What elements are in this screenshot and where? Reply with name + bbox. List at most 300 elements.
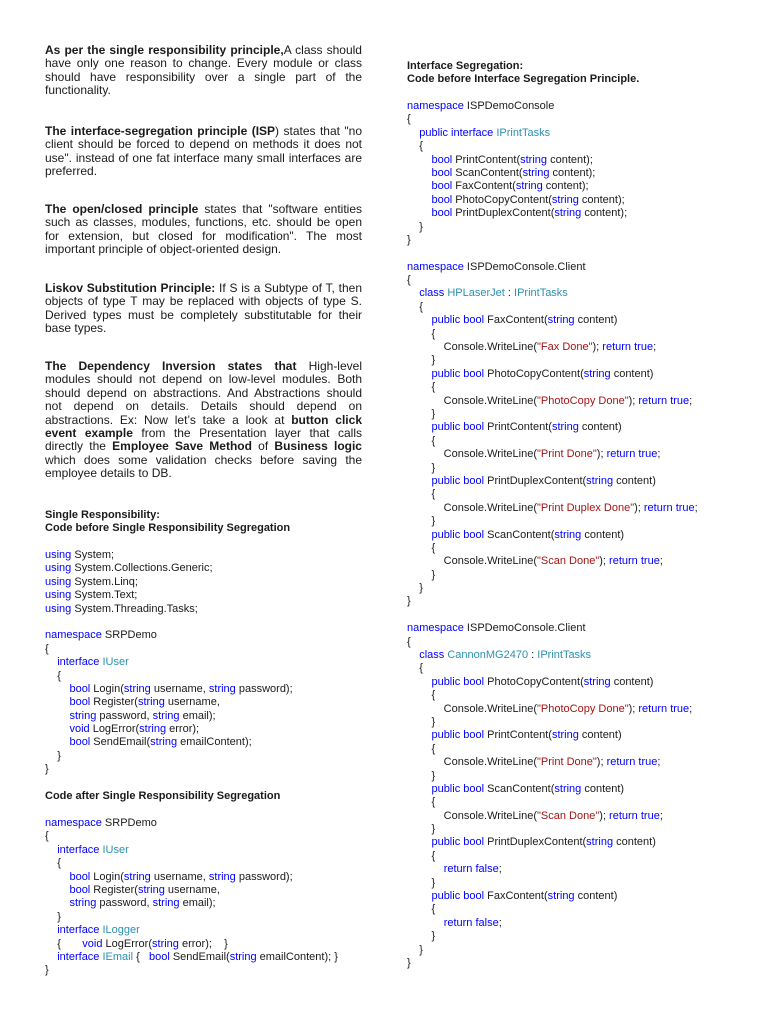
code-text: emailContent); [177, 736, 252, 749]
code-keyword: bool [463, 528, 485, 541]
code-keyword: string [123, 682, 151, 695]
code-keyword: public [431, 782, 461, 795]
code-keyword: false [475, 863, 499, 876]
code-text [407, 194, 431, 206]
code-line [45, 736, 293, 749]
code-line [407, 274, 698, 287]
code-text: username, [164, 696, 220, 709]
code-text [407, 368, 431, 380]
code-text: } [45, 964, 49, 977]
code-text: email); [179, 897, 216, 910]
code-line [407, 944, 698, 957]
code-text [45, 844, 57, 856]
code-line [407, 287, 698, 300]
code-keyword: interface [451, 126, 494, 139]
code-text: SendEmail( [90, 736, 151, 749]
code-line [407, 154, 698, 167]
code-keyword: string [208, 682, 236, 695]
code-text: { [407, 434, 436, 447]
code-keyword: bool [463, 367, 485, 380]
code-text: } [45, 749, 61, 762]
code-text: } [407, 233, 411, 246]
code-line [407, 877, 698, 890]
code-keyword: using [45, 562, 72, 575]
code-text: PrintContent( [484, 729, 552, 742]
code-line [407, 743, 698, 756]
code-keyword: public [431, 729, 461, 742]
code-text: Register( [90, 883, 138, 896]
code-keyword: bool [463, 675, 485, 688]
code-text [45, 871, 69, 883]
code-keyword: false [475, 916, 499, 929]
code-text: ISPDemoConsole.Client [463, 622, 586, 635]
code-text: content) [613, 836, 656, 849]
code-text: content) [581, 528, 625, 541]
code-line [45, 844, 338, 857]
code-text: Console.WriteLine( [407, 501, 538, 514]
code-text: { [407, 541, 436, 554]
code-line [45, 576, 293, 589]
code-line [407, 167, 698, 180]
code-line [407, 930, 698, 943]
code-string: "PhotoCopy Done" [537, 394, 629, 407]
bold-text-run: The interface-segregation principle (ISP [45, 124, 276, 138]
text-run: A class should have only one reason to change. Every module or class should have responsibility over a single part of the functionality. [45, 43, 362, 98]
code-keyword: bool [69, 883, 91, 896]
code-line [45, 670, 293, 683]
code-type: ILogger [102, 924, 140, 937]
code-keyword: string [137, 696, 165, 709]
code-text: FaxContent( [452, 180, 516, 193]
code-line [45, 951, 338, 964]
code-text: PrintDuplexContent( [452, 207, 555, 220]
code-text: : [528, 649, 538, 662]
code-text [407, 207, 431, 219]
code-keyword: using [45, 575, 72, 588]
code-text: LogError( [102, 937, 153, 950]
code-string: "Scan Done" [537, 809, 600, 822]
code-keyword: bool [69, 682, 91, 695]
code-text: { [407, 300, 423, 313]
code-type: IPrintTasks [537, 649, 592, 662]
code-text [407, 287, 419, 299]
code-line [407, 703, 698, 716]
code-text: Console.WriteLine( [407, 394, 538, 407]
code-text: Console.WriteLine( [407, 809, 538, 822]
code-keyword: bool [463, 890, 485, 903]
bold-text-run: button click event example [45, 412, 362, 441]
code-keyword: bool [431, 180, 453, 193]
code-line [407, 770, 698, 783]
code-text: { [407, 381, 436, 394]
isp-heading: Interface Segregation: [407, 60, 524, 72]
code-line [407, 395, 698, 408]
code-text: { [45, 642, 49, 655]
code-keyword: return [443, 916, 473, 929]
code-text: { [407, 662, 423, 675]
code-keyword: string [152, 937, 179, 950]
code-text: PrintContent( [484, 421, 552, 434]
code-keyword: public [431, 836, 461, 849]
code-line [407, 823, 698, 836]
code-keyword: true [640, 809, 660, 822]
code-keyword: using [45, 549, 72, 561]
code-text [407, 917, 444, 929]
code-keyword: return [606, 756, 636, 769]
code-text: content) [610, 367, 654, 380]
code-line [45, 897, 338, 910]
code-line [45, 750, 293, 763]
code-line [407, 756, 698, 769]
code-text: email); [179, 709, 216, 722]
code-text: ); [628, 702, 639, 715]
code-text: ; [498, 916, 502, 929]
code-line [407, 234, 698, 247]
code-isp [407, 100, 698, 970]
code-keyword: string [586, 474, 614, 487]
code-line [45, 549, 293, 562]
code-keyword: using [45, 602, 72, 615]
code-text: username, [164, 883, 220, 896]
code-text: { [407, 274, 411, 287]
code-line [407, 515, 698, 528]
code-text: System.Text; [71, 589, 138, 602]
code-text: content); [581, 207, 628, 220]
text-run: which does some validation checks before saving the employee details to DB. [45, 452, 362, 481]
code-keyword: string [139, 723, 167, 736]
code-line [407, 542, 698, 555]
code-text: { [45, 669, 61, 682]
bold-text-run: As per the single responsibility principle, [45, 43, 284, 57]
code-string: "Print Done" [537, 756, 597, 769]
code-line [45, 938, 338, 951]
code-type: HPLaserJet [447, 287, 505, 300]
code-keyword: using [45, 589, 72, 602]
code-text: Register( [90, 696, 138, 709]
bold-text-run: Business logic [274, 439, 362, 454]
code-keyword: namespace [407, 100, 464, 112]
code-keyword: string [152, 897, 180, 910]
code-text: } [45, 763, 49, 776]
code-type: IUser [102, 843, 129, 856]
code-keyword: return [609, 555, 638, 568]
code-line [45, 589, 293, 602]
code-text [407, 314, 431, 326]
code-keyword: string [551, 421, 579, 434]
code-line [407, 381, 698, 394]
code-text: ); [599, 555, 610, 568]
code-keyword: bool [463, 474, 485, 487]
code-line [45, 603, 293, 616]
code-text: { [407, 903, 436, 916]
code-text: { [407, 742, 436, 755]
code-line [407, 301, 698, 314]
ocp-paragraph [45, 203, 362, 257]
code-line [407, 890, 698, 903]
srp-subheading: Code before Single Responsibility Segregation [45, 522, 291, 534]
code-text [45, 683, 69, 695]
code-text: ; [689, 702, 693, 715]
code-keyword: string [547, 314, 575, 327]
lsp-paragraph [45, 282, 362, 336]
code-text: content); [547, 153, 593, 166]
code-keyword: bool [148, 950, 170, 963]
code-text: Console.WriteLine( [407, 448, 538, 461]
code-text: username, [150, 870, 209, 883]
code-text: { [407, 796, 436, 809]
code-line [407, 595, 698, 608]
code-text [407, 890, 431, 902]
code-text: { [45, 830, 49, 843]
code-keyword: namespace [45, 629, 102, 642]
code-text: PrintDuplexContent( [484, 474, 587, 487]
code-text [407, 863, 444, 875]
code-keyword: string [515, 180, 543, 193]
bold-text-run: Employee Save Method [112, 439, 252, 454]
code-text: } [407, 461, 436, 474]
code-text: password); [235, 682, 293, 695]
code-line [407, 127, 698, 140]
code-text: System.Linq; [71, 575, 138, 588]
code-text: password, [96, 709, 153, 722]
code-line [407, 341, 698, 354]
code-text: ); [599, 809, 610, 822]
code-keyword: return [643, 501, 673, 514]
bold-text-run: Liskov Substitution Principle: [45, 281, 216, 295]
code-line [407, 836, 698, 849]
code-keyword: true [638, 756, 658, 769]
code-text: password, [96, 897, 153, 910]
code-text: ; [657, 448, 661, 461]
code-keyword: string [69, 897, 97, 910]
isp-subheading: Code before Interface Segregation Principle. [407, 73, 640, 85]
code-text [45, 656, 57, 668]
code-text: error); [166, 723, 200, 736]
code-keyword: public [431, 421, 461, 434]
code-keyword: true [675, 501, 695, 514]
code-type: IUser [102, 656, 129, 669]
code-line [407, 247, 698, 260]
code-keyword: bool [463, 314, 485, 327]
code-text: PhotoCopyContent( [452, 193, 552, 206]
code-keyword: string [520, 153, 548, 166]
code-line [45, 710, 293, 723]
code-line [407, 729, 698, 742]
code-keyword: string [583, 367, 611, 380]
code-keyword: public [431, 528, 461, 541]
code-keyword: bool [463, 421, 485, 434]
code-text: ; [653, 341, 657, 354]
code-line [407, 903, 698, 916]
code-text: Console.WriteLine( [407, 702, 538, 715]
code-keyword: void [82, 937, 103, 950]
code-text: System.Threading.Tasks; [71, 602, 198, 615]
code-keyword: bool [463, 836, 485, 849]
code-text: { [407, 113, 411, 126]
code-keyword: string [208, 870, 236, 883]
code-line [45, 616, 293, 629]
code-line [407, 676, 698, 689]
code-keyword: public [431, 367, 461, 380]
code-keyword: true [640, 555, 660, 568]
code-keyword: return [638, 702, 668, 715]
code-keyword: bool [431, 153, 453, 166]
code-line [407, 609, 698, 622]
code-text [407, 167, 431, 179]
code-text: username, [150, 682, 209, 695]
code-text [45, 951, 57, 963]
code-text: } [407, 354, 436, 367]
code-text: { [407, 488, 436, 501]
code-text [45, 884, 69, 896]
code-keyword: public [431, 890, 461, 903]
code-keyword: namespace [407, 622, 464, 635]
text-run: ) states that "no client should be forced to depend on methods it does not use". instead of one fat interface many small interfaces are preferred. [45, 124, 363, 179]
code-text: SRPDemo [101, 629, 157, 642]
code-text: } [407, 715, 436, 728]
code-text: ScanContent( [484, 528, 555, 541]
code-text: ; [498, 863, 502, 876]
code-line [407, 716, 698, 729]
code-line [407, 221, 698, 234]
code-text [407, 180, 431, 192]
code-text: : [504, 287, 515, 300]
code-keyword: true [634, 341, 654, 354]
code-keyword: true [670, 702, 690, 715]
code-text: ); [628, 394, 639, 407]
code-line [45, 830, 338, 843]
code-text [45, 897, 69, 909]
code-line [407, 863, 698, 876]
code-text: content) [578, 729, 622, 742]
code-line [45, 643, 293, 656]
srp-paragraph [45, 44, 362, 98]
code-line [45, 857, 338, 870]
code-line [407, 368, 698, 381]
code-keyword: public [431, 675, 461, 688]
code-line [407, 488, 698, 501]
code-text: ); [596, 756, 607, 769]
code-line [45, 696, 293, 709]
code-text: } [407, 930, 436, 943]
code-line [45, 656, 293, 669]
code-line [407, 475, 698, 488]
code-text [407, 127, 419, 139]
code-keyword: string [137, 883, 165, 896]
code-keyword: bool [463, 782, 485, 795]
code-text: ISPDemoConsole [463, 100, 555, 112]
code-line [407, 502, 698, 515]
code-keyword: class [419, 287, 445, 300]
code-line [407, 261, 698, 274]
code-line [407, 448, 698, 461]
code-line [45, 629, 293, 642]
code-text [407, 649, 419, 661]
code-line [407, 796, 698, 809]
code-text: ); [634, 501, 644, 514]
dip-paragraph [45, 360, 362, 481]
code-text: { [407, 140, 423, 153]
code-type: CannonMG2470 [447, 649, 529, 662]
code-text: } [407, 876, 436, 889]
code-text: { [407, 635, 411, 648]
code-keyword: string [123, 870, 151, 883]
code-text: ); [592, 341, 603, 354]
code-keyword: return [602, 341, 632, 354]
code-text [45, 736, 69, 748]
code-keyword: bool [69, 870, 91, 883]
code-string: "Scan Done" [537, 555, 600, 568]
code-string: "Print Duplex Done" [537, 501, 635, 514]
code-string: "Print Done" [537, 448, 597, 461]
code-text: content) [574, 314, 618, 327]
code-text [407, 475, 431, 487]
bold-text-run: The Dependency Inversion states that [45, 359, 297, 373]
code-text: } [407, 595, 411, 608]
text-run: from the Presentation layer that calls directly the [45, 426, 363, 454]
code-text: PrintDuplexContent( [484, 836, 587, 849]
code-text: System; [71, 549, 115, 561]
code-line [407, 435, 698, 448]
code-line [407, 314, 698, 327]
code-text: { [45, 937, 83, 950]
code-keyword: public [431, 474, 461, 487]
code-text: ; [694, 501, 698, 514]
code-line [407, 810, 698, 823]
code-text: } [407, 823, 436, 836]
code-line [407, 569, 698, 582]
code-keyword: return [638, 394, 668, 407]
code-type: IPrintTasks [496, 126, 551, 139]
code-keyword: string [547, 890, 575, 903]
code-text: content) [581, 782, 625, 795]
code-line [45, 871, 338, 884]
code-text [407, 836, 431, 848]
code-line [407, 689, 698, 702]
code-keyword: string [554, 782, 582, 795]
code-line [407, 957, 698, 970]
code-text: FaxContent( [484, 314, 548, 327]
code-text: } [407, 568, 436, 581]
code-keyword: return [609, 809, 638, 822]
code-string: "PhotoCopy Done" [537, 702, 629, 715]
code-keyword: string [586, 836, 614, 849]
code-text [407, 729, 431, 741]
code-line [407, 555, 698, 568]
code-line [45, 562, 293, 575]
code-keyword: public [419, 126, 448, 139]
code-keyword: string [229, 950, 257, 963]
code-line [407, 140, 698, 153]
code-line [407, 113, 698, 126]
code-text: { [407, 849, 436, 862]
code-text: content); [542, 180, 589, 193]
code-text: content); [578, 193, 625, 206]
code-text: { [45, 857, 61, 870]
code-keyword: bool [431, 166, 453, 179]
code-text: ; [657, 756, 661, 769]
code-text: ); [596, 448, 607, 461]
code-keyword: bool [431, 207, 453, 220]
code-text [45, 723, 69, 735]
code-line [407, 180, 698, 193]
code-text: } [45, 910, 61, 923]
code-line [45, 924, 338, 937]
code-text: SendEmail( [169, 950, 230, 963]
code-text: } [407, 515, 436, 528]
code-text [407, 529, 431, 541]
code-line [407, 529, 698, 542]
